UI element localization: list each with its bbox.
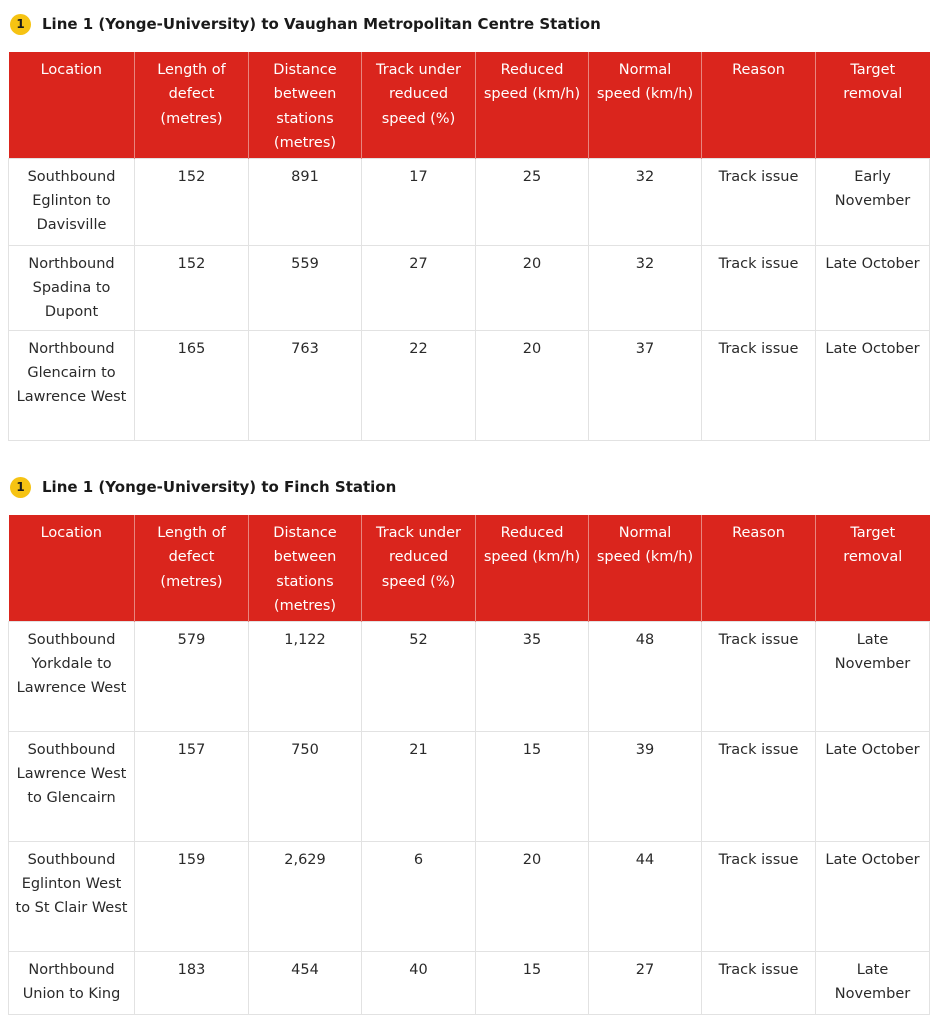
cell-reduced-speed: 15 [476,731,589,841]
slow-zones-table-finch [8,515,930,1015]
cell-reduced-speed: 20 [476,841,589,951]
table-row [9,330,930,440]
cell-target: Late November [816,621,930,731]
cell-track-pct: 40 [362,951,476,1014]
line-1-badge-icon: 1 [10,477,31,498]
section-heading: Line 1 (Yonge-University) to Finch Station [42,478,397,496]
cell-reason: Track issue [702,841,816,951]
cell-location: Northbound Union to King [9,951,135,1014]
section-heading: Line 1 (Yonge-University) to Vaughan Metropolitan Centre Station [42,15,601,33]
cell-length: 152 [135,245,249,330]
column-header: Distance between stations (metres) [249,52,362,158]
column-header: Reduced speed (km/h) [476,52,589,158]
cell-normal-speed: 48 [589,621,702,731]
cell-track-pct: 21 [362,731,476,841]
column-header: Target removal [816,52,930,158]
cell-length: 152 [135,158,249,245]
cell-length: 157 [135,731,249,841]
cell-target: Late October [816,841,930,951]
cell-distance: 2,629 [249,841,362,951]
table-row [9,951,930,1014]
cell-track-pct: 27 [362,245,476,330]
cell-location: Northbound Glencairn to Lawrence West [9,330,135,440]
cell-reason: Track issue [702,245,816,330]
cell-reason: Track issue [702,158,816,245]
cell-reason: Track issue [702,731,816,841]
cell-length: 159 [135,841,249,951]
cell-normal-speed: 37 [589,330,702,440]
cell-track-pct: 52 [362,621,476,731]
cell-reduced-speed: 15 [476,951,589,1014]
cell-target: Early November [816,158,930,245]
cell-track-pct: 17 [362,158,476,245]
section-title-finch [10,475,396,499]
cell-location: Southbound Eglinton to Davisville [9,158,135,245]
cell-reason: Track issue [702,621,816,731]
cell-track-pct: 22 [362,330,476,440]
column-header: Distance between stations (metres) [249,515,362,621]
cell-target: Late November [816,951,930,1014]
cell-normal-speed: 44 [589,841,702,951]
slow-zones-table-vmc [8,52,930,441]
cell-reduced-speed: 35 [476,621,589,731]
cell-distance: 891 [249,158,362,245]
table-row [9,621,930,731]
column-header: Reduced speed (km/h) [476,515,589,621]
table-row [9,158,930,245]
column-header: Length of defect (metres) [135,515,249,621]
cell-location: Northbound Spadina to Dupont [9,245,135,330]
column-header: Track under reduced speed (%) [362,515,476,621]
cell-target: Late October [816,731,930,841]
cell-length: 165 [135,330,249,440]
cell-location: Southbound Eglinton West to St Clair West [9,841,135,951]
line-1-badge-icon: 1 [10,14,31,35]
cell-distance: 559 [249,245,362,330]
column-header: Location [9,515,135,621]
cell-target: Late October [816,245,930,330]
table-row [9,245,930,330]
column-header: Location [9,52,135,158]
table-header-row [9,515,930,621]
cell-normal-speed: 39 [589,731,702,841]
cell-normal-speed: 32 [589,245,702,330]
column-header: Target removal [816,515,930,621]
cell-normal-speed: 27 [589,951,702,1014]
section-title-vmc [10,12,601,36]
column-header: Normal speed (km/h) [589,515,702,621]
table-row [9,731,930,841]
cell-track-pct: 6 [362,841,476,951]
cell-distance: 454 [249,951,362,1014]
column-header: Reason [702,52,816,158]
cell-distance: 750 [249,731,362,841]
column-header: Length of defect (metres) [135,52,249,158]
cell-reduced-speed: 20 [476,245,589,330]
cell-location: Southbound Lawrence West to Glencairn [9,731,135,841]
table-row [9,841,930,951]
cell-reason: Track issue [702,951,816,1014]
column-header: Normal speed (km/h) [589,52,702,158]
cell-location: Southbound Yorkdale to Lawrence West [9,621,135,731]
cell-distance: 1,122 [249,621,362,731]
column-header: Reason [702,515,816,621]
cell-reduced-speed: 20 [476,330,589,440]
cell-length: 579 [135,621,249,731]
cell-reason: Track issue [702,330,816,440]
table-header-row [9,52,930,158]
cell-target: Late October [816,330,930,440]
cell-distance: 763 [249,330,362,440]
cell-reduced-speed: 25 [476,158,589,245]
column-header: Track under reduced speed (%) [362,52,476,158]
cell-length: 183 [135,951,249,1014]
cell-normal-speed: 32 [589,158,702,245]
